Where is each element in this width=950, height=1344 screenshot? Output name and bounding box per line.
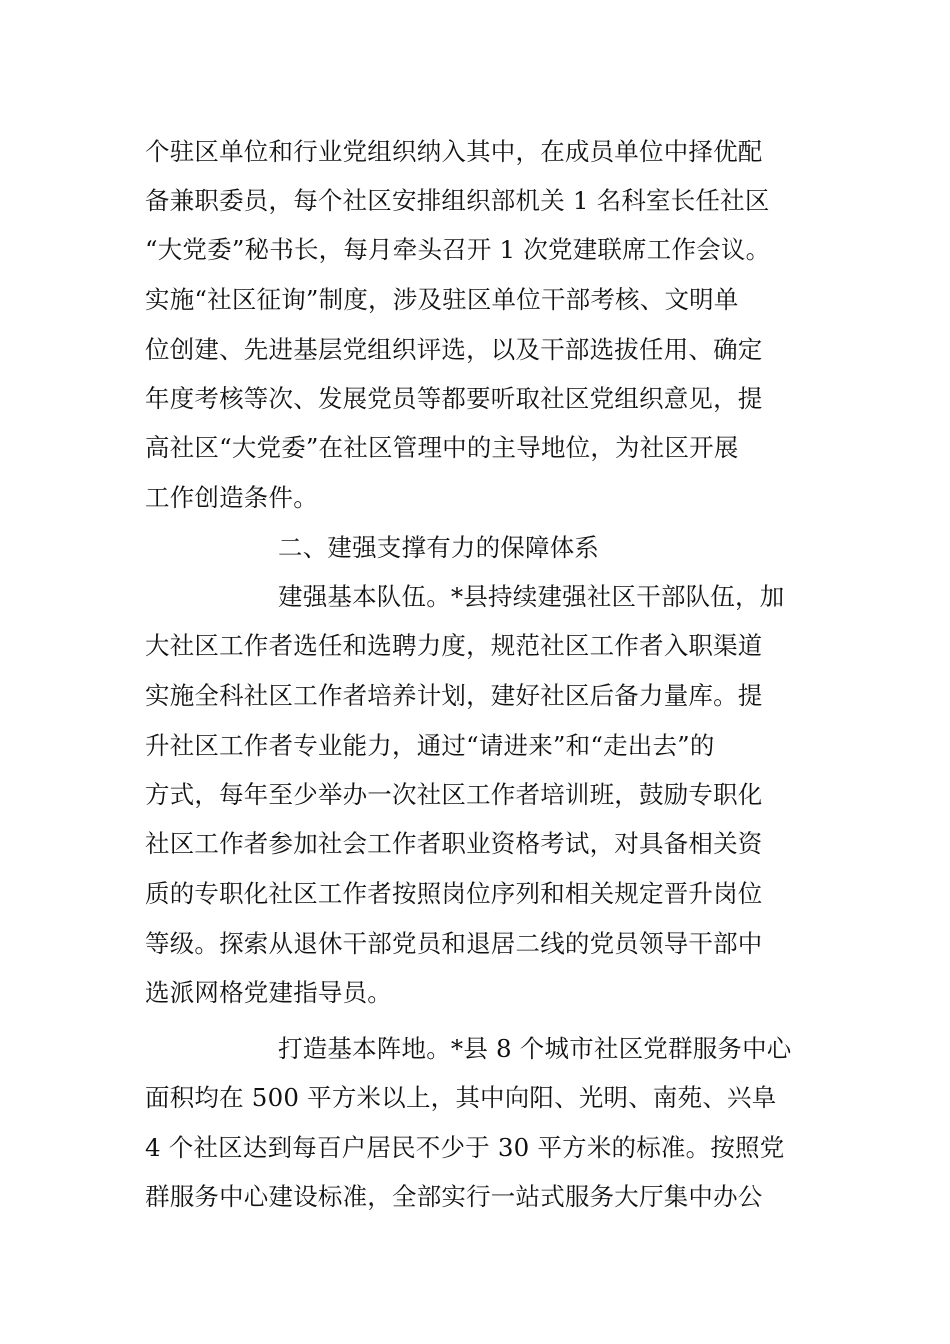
text-line: 方式，每年至少举办一次社区工作者培训班，鼓励专职化 xyxy=(145,780,763,809)
text-line: 选派网格党建指导员。 xyxy=(145,978,392,1007)
text-line: 高社区“大党委”在社区管理中的主导地位，为社区开展 xyxy=(145,433,739,462)
text-line: 大社区工作者选任和选聘力度，规范社区工作者入职渠道 xyxy=(145,631,763,660)
text-line: 社区工作者参加社会工作者职业资格考试，对具备相关资 xyxy=(145,829,763,858)
text-line: 群服务中心建设标准，全部实行一站式服务大厅集中办公 xyxy=(145,1182,763,1211)
text-line: 个驻区单位和行业党组织纳入其中，在成员单位中择优配 xyxy=(145,137,763,166)
paragraph-first-line: 打造基本阵地。*县 8 个城市社区党群服务中心 xyxy=(278,1034,792,1063)
text-line: 实施“社区征询”制度，涉及驻区单位干部考核、文明单 xyxy=(145,285,739,314)
paragraph-first-line: 建强基本队伍。*县持续建强社区干部队伍，加 xyxy=(278,582,785,611)
text-line: 等级。探索从退休干部党员和退居二线的党员领导干部中 xyxy=(145,929,763,958)
text-line: 质的专职化社区工作者按照岗位序列和相关规定晋升岗位 xyxy=(145,879,763,908)
text-line: 备兼职委员，每个社区安排组织部机关 1 名科室长任社区 xyxy=(145,186,770,215)
text-line: 升社区工作者专业能力，通过“请进来”和“走出去”的 xyxy=(145,731,715,760)
text-line: 面积均在 500 平方米以上，其中向阳、光明、南苑、兴阜 xyxy=(145,1083,777,1112)
text-line: 工作创造条件。 xyxy=(145,483,318,512)
text-line: “大党委”秘书长，每月牵头召开 1 次党建联席工作会议。 xyxy=(145,235,771,264)
text-line: 4 个社区达到每百户居民不少于 30 平方米的标准。按照党 xyxy=(145,1133,785,1162)
text-line: 年度考核等次、发展党员等都要听取社区党组织意见，提 xyxy=(145,384,763,413)
text-line: 实施全科社区工作者培养计划，建好社区后备力量库。提 xyxy=(145,681,763,710)
section-heading: 二、建强支撑有力的保障体系 xyxy=(278,533,600,562)
text-line: 位创建、先进基层党组织评选，以及干部选拔任用、确定 xyxy=(145,335,763,364)
